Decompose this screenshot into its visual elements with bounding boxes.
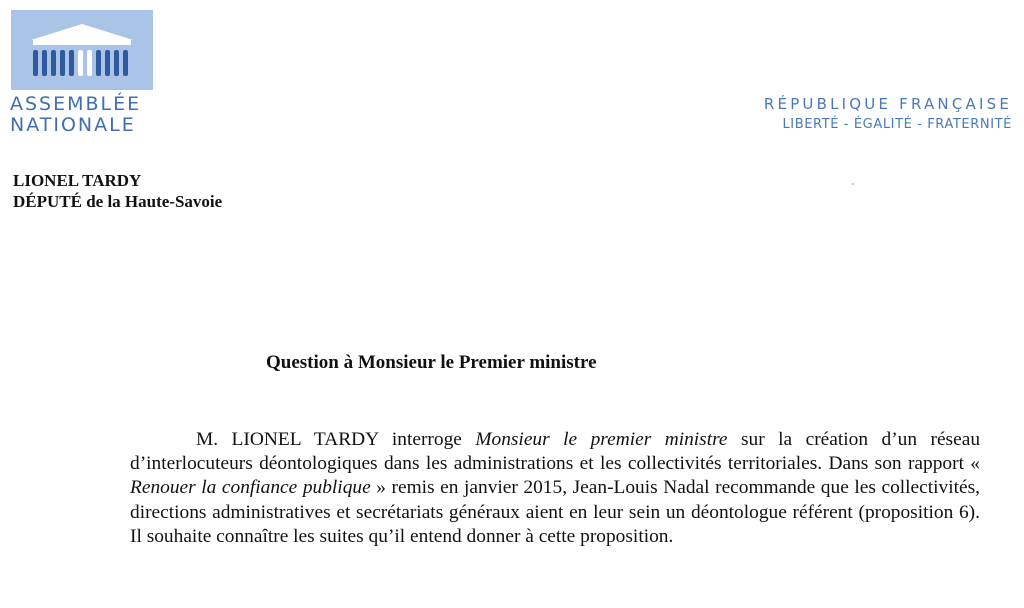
institution-name [10,94,141,136]
paragraph-addressee: Monsieur le premier ministre [475,429,728,450]
author-block [13,170,222,212]
paragraph-end: » remis en janvier 2015, Jean-Louis Nadal recommande que les collectivités, directions administratives et secrétariats généraux aient en leur sein un déontologue référent (proposition 6). Il souhaite connaître les suites qu’il entend donner à cette proposition. [130,477,980,547]
republic-motto-line: LIBERTÉ - ÉGALITÉ - FRATERNITÉ [782,117,1012,132]
assemblee-nationale-logo [11,10,153,90]
question-heading: Question à Monsieur le Premier ministre [266,352,597,373]
author-name: LIONEL TARDY [13,171,142,190]
republic-name: RÉPUBLIQUE FRANÇAISE [763,95,1012,113]
scan-speck [852,183,854,185]
paragraph-middle: sur la création d’un réseau d’interlocuteurs déontologiques dans les administrations et les collectivités territoriales. Dans son rapport « [130,429,981,475]
paragraph-intro: M. LIONEL TARDY interroge [196,429,476,450]
institution-line-2: NATIONALE [10,114,136,136]
hemicycle-building-icon [11,10,153,90]
question-paragraph [130,428,980,549]
report-title: Renouer la confiance publique [130,477,371,499]
republic-motto [764,94,1012,135]
author-title: DÉPUTÉ de la Haute-Savoie [13,192,223,211]
institution-line-1: ASSEMBLÉE [10,93,142,115]
